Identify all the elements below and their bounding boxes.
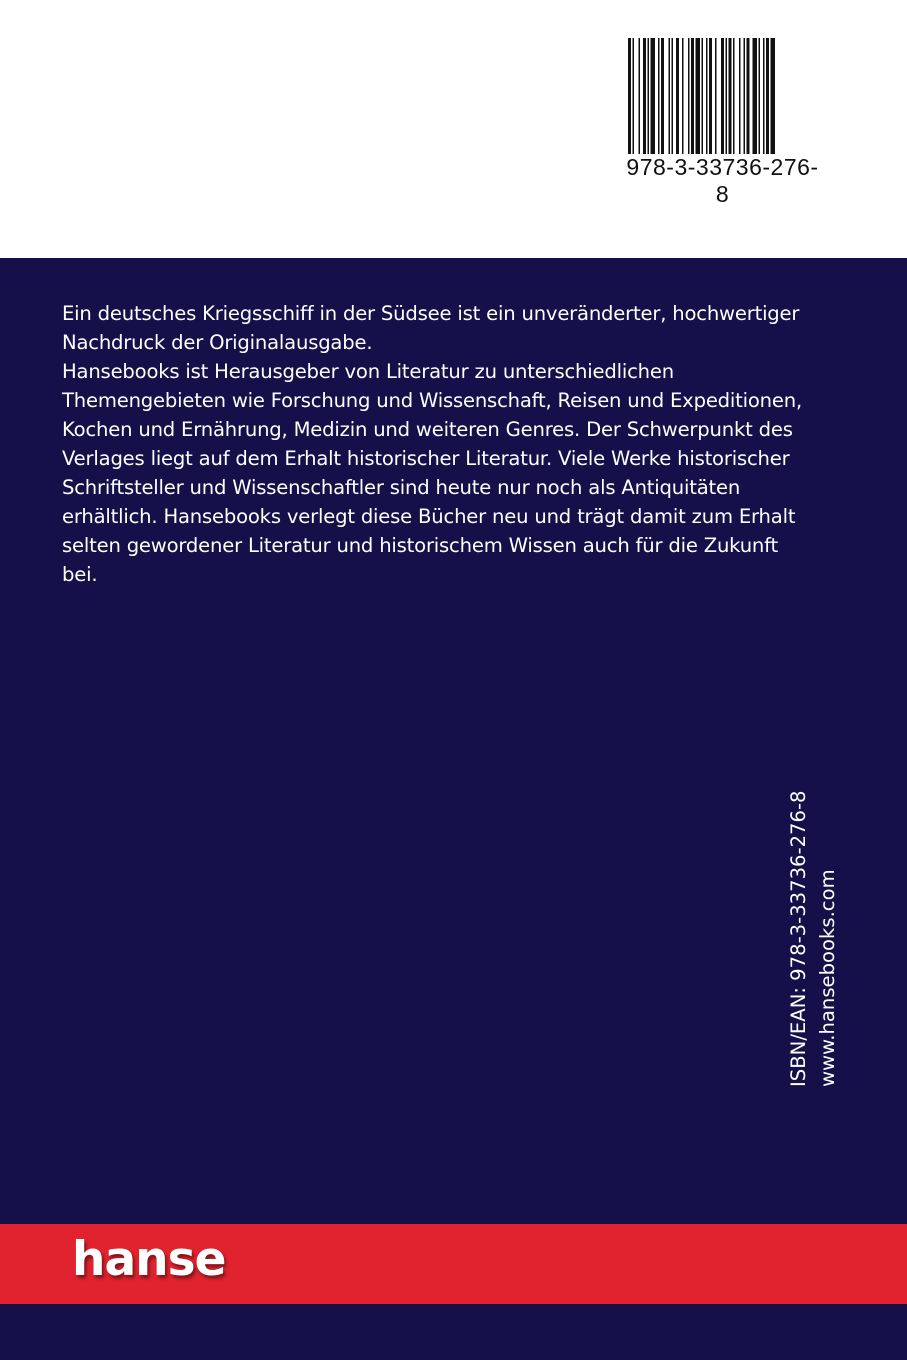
description-line: Schriftsteller und Wissenschaftler sind heute nur noch als Antiquitäten bbox=[62, 476, 741, 499]
spine-info bbox=[784, 787, 844, 1087]
barcode bbox=[626, 38, 822, 207]
bottom-strip bbox=[0, 1304, 907, 1360]
website-text: www.hansebooks.com bbox=[816, 869, 839, 1087]
description-line: Themengebieten wie Forschung und Wissenschaft, Reisen und Expeditionen, bbox=[62, 389, 802, 412]
book-description bbox=[62, 299, 842, 589]
description-line: selten gewordener Literatur und historischem Wissen auch für die Zukunft bbox=[62, 534, 778, 557]
isbn-text: ISBN/EAN: 978-3-33736-276-8 bbox=[787, 790, 810, 1087]
description-line: erhältlich. Hansebooks verlegt diese Bücher neu und trägt damit zum Erhalt bbox=[62, 505, 796, 528]
hanse-logo: hanse bbox=[72, 1232, 226, 1287]
description-line: Ein deutsches Kriegsschiff in der Südsee ist ein unveränderter, hochwertiger bbox=[62, 302, 800, 325]
description-line: Kochen und Ernährung, Medizin und weiteren Genres. Der Schwerpunkt des bbox=[62, 418, 793, 441]
description-line: bei. bbox=[62, 563, 98, 586]
description-line: Nachdruck der Originalausgabe. bbox=[62, 331, 373, 354]
description-line: Hansebooks ist Herausgeber von Literatur zu unterschiedlichen bbox=[62, 360, 674, 383]
barcode-bars bbox=[626, 38, 822, 154]
description-line: Verlages liegt auf dem Erhalt historischer Literatur. Viele Werke historischer bbox=[62, 447, 790, 470]
barcode-number: 978-3-33736-276-8 bbox=[626, 154, 819, 207]
